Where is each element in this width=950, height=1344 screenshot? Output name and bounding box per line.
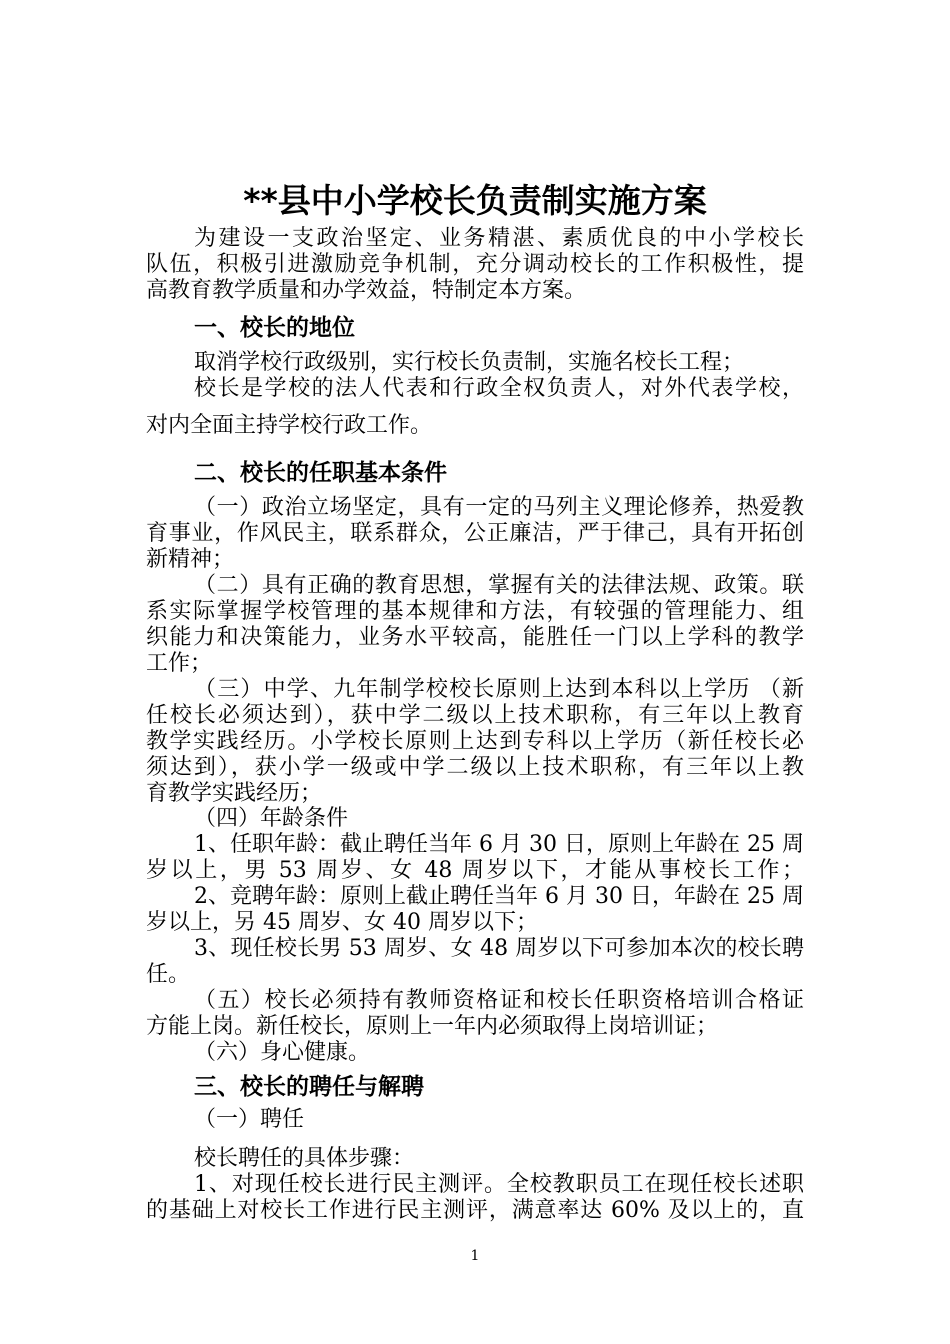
paragraph-line: （六）身心健康。 xyxy=(194,1040,371,1065)
section-heading-2: 二、校长的任职基本条件 xyxy=(194,460,447,486)
paragraph-line: 任校长必须达到），获中学二级以上技术职称，有三年以上教育 xyxy=(146,703,804,728)
paragraph-line: 须达到），获小学一级或中学二级以上技术职称，有三年以上教 xyxy=(146,755,804,780)
section-heading-3: 三、校长的聘任与解聘 xyxy=(194,1074,424,1100)
paragraph-line: 2、竞聘年龄：原则上截止聘任当年 6 月 30 日，年龄在 25 周 xyxy=(194,884,804,909)
intro-line: 高教育教学质量和办学效益，特制定本方案。 xyxy=(146,278,587,303)
paragraph-line: 岁以上，男 53 周岁、女 48 周岁以下，才能从事校长工作； xyxy=(146,858,804,883)
paragraph-line: 教学实践经历。小学校长原则上达到专科以上学历（新任校长必 xyxy=(146,729,804,754)
paragraph-line: 岁以上，另 45 周岁、女 40 周岁以下； xyxy=(146,910,538,935)
paragraph-line: 工作； xyxy=(146,651,213,676)
page-number: 1 xyxy=(470,1248,480,1264)
paragraph-line: （一）政治立场坚定，具有一定的马列主义理论修养，热爱教 xyxy=(194,495,804,520)
paragraph-line: 取消学校行政级别，实行校长负责制，实施名校长工程； xyxy=(194,350,745,375)
paragraph-line: 1、对现任校长进行民主测评。全校教职员工在现任校长述职 xyxy=(194,1172,804,1197)
paragraph-line: （四）年龄条件 xyxy=(194,806,349,831)
document-title: **县中小学校长负责制实施方案 xyxy=(243,181,707,220)
paragraph-line: （一）聘任 xyxy=(194,1107,305,1132)
paragraph-line: 校长聘任的具体步骤： xyxy=(194,1146,415,1171)
intro-line: 为建设一支政治坚定、业务精湛、素质优良的中小学校长 xyxy=(194,226,804,251)
paragraph-line: 育事业，作风民主，联系群众，公正廉洁，严于律己，具有开拓创 xyxy=(146,521,804,546)
paragraph-line: 的基础上对校长工作进行民主测评，满意率达 60% 及以上的，直 xyxy=(146,1198,804,1223)
intro-line: 队伍，积极引进激励竞争机制，充分调动校长的工作积极性，提 xyxy=(146,252,804,277)
section-heading-1: 一、校长的地位 xyxy=(194,315,355,341)
paragraph-line: （二）具有正确的教育思想，掌握有关的法律法规、政策。联 xyxy=(194,573,804,598)
paragraph-line: 织能力和决策能力，业务水平较高，能胜任一门以上学科的教学 xyxy=(146,625,804,650)
paragraph-line: 任。 xyxy=(146,962,191,987)
paragraph-line: 1、任职年龄：截止聘任当年 6 月 30 日，原则上年龄在 25 周 xyxy=(194,832,804,857)
paragraph-line: 方能上岗。新任校长，原则上一年内必须取得上岗培训证； xyxy=(146,1014,719,1039)
paragraph-line: （五）校长必须持有教师资格证和校长任职资格培训合格证 xyxy=(194,988,804,1013)
paragraph-line: 新精神； xyxy=(146,547,235,572)
paragraph-line: 系实际掌握学校管理的基本规律和方法，有较强的管理能力、组 xyxy=(146,599,804,624)
paragraph-line: 校长是学校的法人代表和行政全权负责人，对外代表学校， xyxy=(194,376,804,401)
paragraph-line: （三）中学、九年制学校校长原则上达到本科以上学历 （新 xyxy=(194,677,804,702)
paragraph-line: 对内全面主持学校行政工作。 xyxy=(146,413,433,438)
paragraph-line: 育教学实践经历； xyxy=(146,781,323,806)
paragraph-line: 3、现任校长男 53 周岁、女 48 周岁以下可参加本次的校长聘 xyxy=(194,936,804,961)
